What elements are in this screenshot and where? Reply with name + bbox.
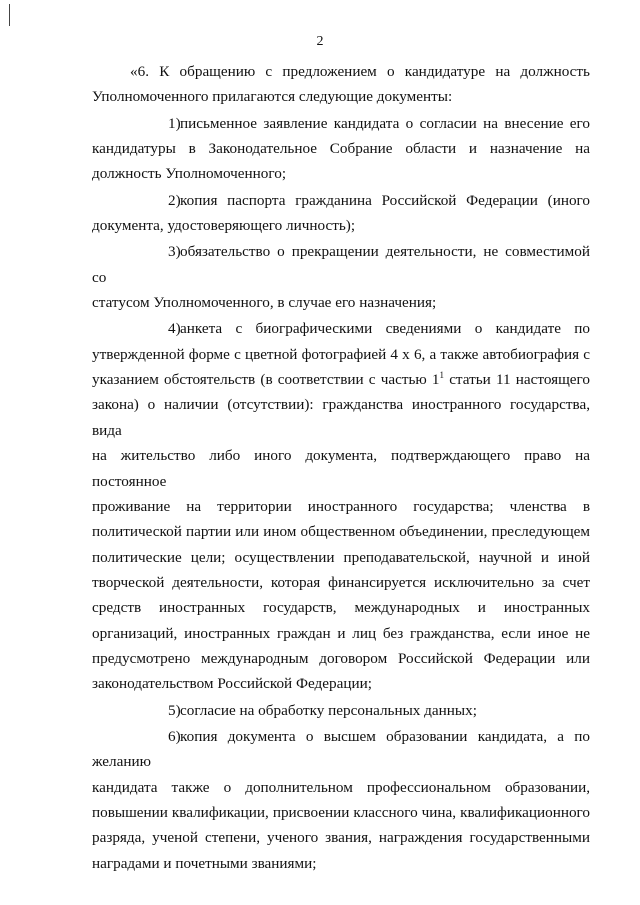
list-item-4-line: указанием обстоятельств (в соответствии с частью $1^1$ статьи 11 настоящего bbox=[92, 370, 590, 389]
list-item-4-line: на жительство либо иного документа, подтверждающего право на постоянное bbox=[92, 447, 590, 490]
list-number: 6) bbox=[168, 727, 181, 745]
paragraph-6-intro-cont: Уполномоченного прилагаются следующие документы: bbox=[92, 88, 453, 106]
paragraph-6-intro: «6. К обращению с предложением о кандидатуре на должность bbox=[130, 63, 590, 80]
list-item-4-line: средств иностранных государств, международных и иностранных bbox=[92, 599, 590, 617]
list-item-4-line: политические цели; осуществлении преподавательской, научной и иной bbox=[92, 548, 590, 566]
list-item-4-line: проживание на территории иностранного государства; членства в bbox=[92, 497, 590, 515]
list-item-6-line: разряда, ученой степени, ученого звания, награждения государственными bbox=[92, 829, 590, 847]
list-item-4-line: предусмотрено международным договором Российской Федерации или bbox=[92, 649, 590, 667]
list-number: 1) bbox=[168, 114, 181, 132]
list-item-1-line: должность Уполномоченного; bbox=[92, 165, 287, 183]
page-edge-mark bbox=[9, 4, 10, 26]
list-item-4-line: политической партии или ином общественном объединении, преследующем bbox=[92, 523, 590, 541]
list-item-4: 4)анкета с биографическими сведениями о кандидате по bbox=[92, 316, 590, 341]
list-item-6-line: повышении квалификации, присвоении классного чина, квалификационного bbox=[92, 803, 590, 821]
list-item-4-line: утвержденной форме с цветной фотографией 4 х 6, а также автобиография с bbox=[92, 345, 590, 363]
list-item-4-line: закона) о наличии (отсутствии): гражданства иностранного государства, вида bbox=[92, 396, 590, 439]
list-item-1-line: кандидатуры в Законодательное Собрание области и назначение на bbox=[92, 140, 590, 158]
list-item-4-line: законодательством Российской Федерации; bbox=[92, 675, 372, 693]
list-item-4-line: организаций, иностранных граждан и лиц без гражданства, если иное не bbox=[92, 624, 590, 642]
list-item-3-line: статусом Уполномоченного, в случае его назначения; bbox=[92, 294, 437, 312]
list-item-6-line: наградами и почетными званиями; bbox=[92, 854, 317, 872]
superscript: 1 bbox=[439, 370, 445, 381]
list-item-5: 5)согласие на обработку персональных данных; bbox=[92, 698, 590, 723]
list-number: 2) bbox=[168, 191, 181, 209]
page-number: 2 bbox=[316, 34, 324, 49]
list-item-2: 2)копия паспорта гражданина Российской Федерации (иного bbox=[92, 188, 590, 213]
list-item-6: 6)копия документа о высшем образовании кандидата, а по желанию bbox=[92, 724, 590, 775]
list-item-6-line: кандидата также о дополнительном профессиональном образовании, bbox=[92, 778, 590, 796]
list-item-4-line: творческой деятельности, которая финансируется исключительно за счет bbox=[92, 573, 590, 591]
list-number: 4) bbox=[168, 320, 181, 338]
list-item-2-line: документа, удостоверяющего личность); bbox=[92, 217, 356, 235]
list-item-1: 1)письменное заявление кандидата о согласии на внесение его bbox=[92, 111, 590, 136]
list-number: 3) bbox=[168, 243, 181, 261]
document-body bbox=[92, 59, 590, 876]
list-item-3: 3)обязательство о прекращении деятельности, не совместимой со bbox=[92, 239, 590, 290]
list-number: 5) bbox=[168, 701, 181, 719]
